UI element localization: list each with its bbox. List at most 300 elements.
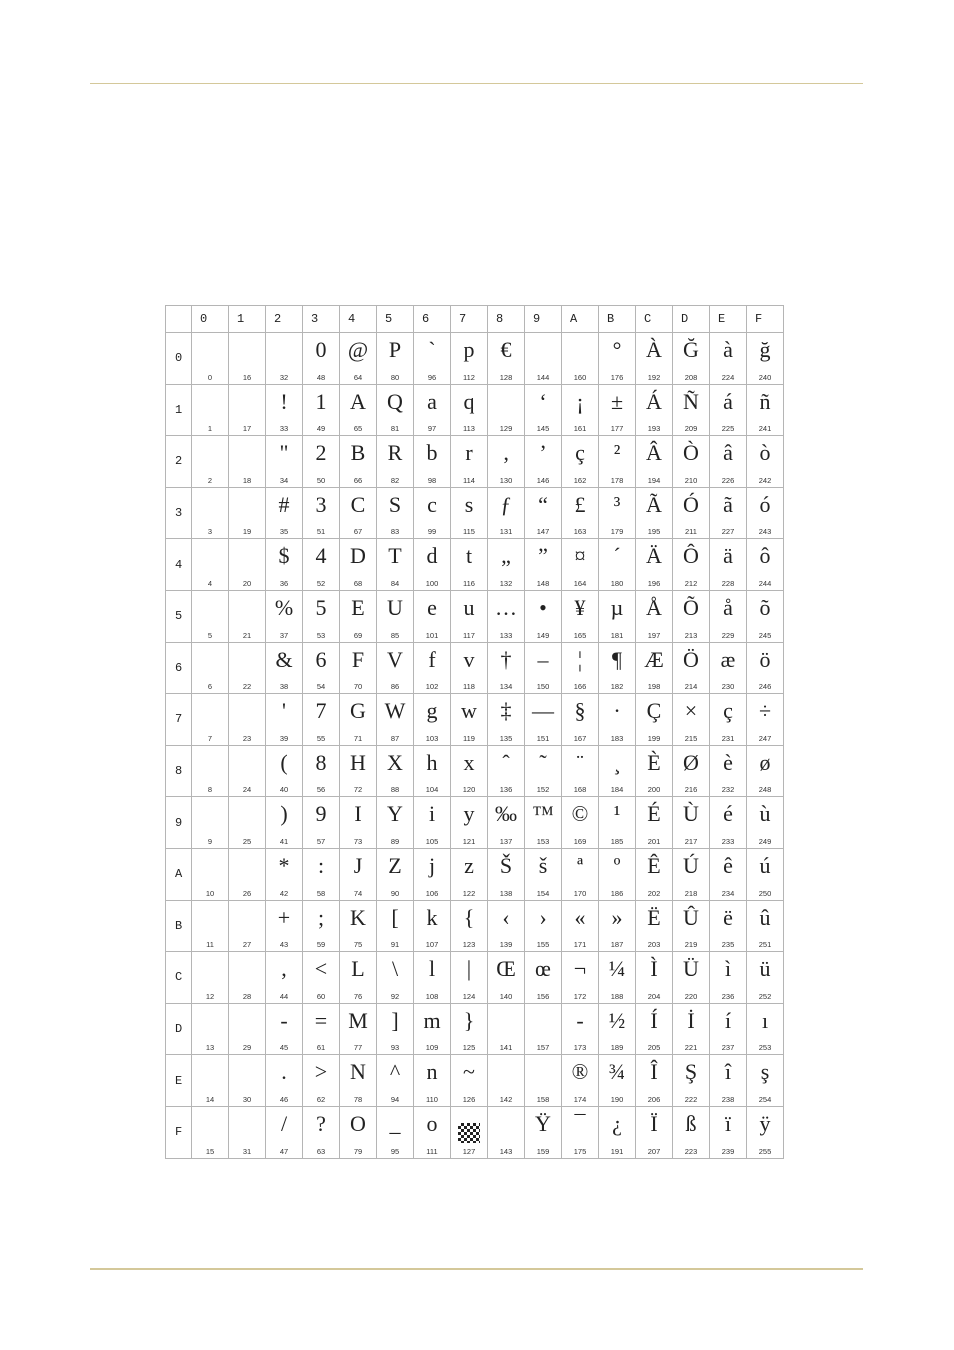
char-code: 120 bbox=[462, 785, 476, 795]
table-row bbox=[166, 952, 784, 1004]
char-code: 77 bbox=[353, 1043, 363, 1053]
char-cell bbox=[414, 1106, 451, 1158]
char-code: 167 bbox=[573, 733, 587, 743]
char-glyph: Y bbox=[387, 801, 403, 827]
char-glyph: ² bbox=[613, 440, 621, 466]
char-cell bbox=[747, 333, 784, 385]
char-code: 173 bbox=[573, 1043, 587, 1053]
char-code: 10 bbox=[205, 888, 215, 898]
char-code: 44 bbox=[279, 991, 289, 1001]
char-cell bbox=[710, 848, 747, 900]
char-cell bbox=[488, 384, 525, 436]
char-glyph: v bbox=[463, 646, 475, 672]
char-code: 196 bbox=[647, 578, 661, 588]
char-glyph: ™ bbox=[532, 801, 554, 827]
char-cell bbox=[710, 1106, 747, 1158]
char-glyph: Ü bbox=[683, 956, 699, 982]
char-glyph: £ bbox=[574, 491, 586, 517]
char-cell bbox=[451, 848, 488, 900]
column-header-row bbox=[166, 306, 784, 333]
char-glyph: õ bbox=[759, 594, 771, 620]
char-cell bbox=[266, 487, 303, 539]
table-row bbox=[166, 487, 784, 539]
char-cell bbox=[599, 539, 636, 591]
char-cell bbox=[488, 900, 525, 952]
char-cell bbox=[525, 590, 562, 642]
char-cell bbox=[747, 952, 784, 1004]
char-code: 184 bbox=[610, 785, 624, 795]
char-cell bbox=[636, 487, 673, 539]
char-cell bbox=[377, 694, 414, 746]
row-header: D bbox=[166, 1003, 192, 1055]
char-code: 137 bbox=[499, 836, 513, 846]
char-glyph: s bbox=[464, 491, 474, 517]
char-code: 249 bbox=[758, 836, 772, 846]
char-code: 99 bbox=[427, 527, 437, 537]
char-glyph: N bbox=[350, 1059, 366, 1085]
char-code: 51 bbox=[316, 527, 326, 537]
char-code: 198 bbox=[647, 682, 661, 692]
char-glyph: R bbox=[387, 440, 403, 466]
char-glyph: ‚ bbox=[502, 440, 510, 466]
char-code: 126 bbox=[462, 1094, 476, 1104]
char-code: 233 bbox=[721, 836, 735, 846]
char-cell bbox=[192, 539, 229, 591]
char-code: 206 bbox=[647, 1094, 661, 1104]
char-cell bbox=[525, 900, 562, 952]
char-cell bbox=[266, 797, 303, 849]
char-code: 150 bbox=[536, 682, 550, 692]
char-glyph: < bbox=[314, 956, 328, 982]
char-glyph: × bbox=[684, 698, 698, 724]
char-cell bbox=[303, 487, 340, 539]
column-header: 9 bbox=[525, 306, 562, 333]
char-code: 237 bbox=[721, 1043, 735, 1053]
row-header: 9 bbox=[166, 797, 192, 849]
char-cell bbox=[229, 539, 266, 591]
char-cell bbox=[673, 1003, 710, 1055]
char-glyph: r bbox=[465, 440, 473, 466]
char-glyph: ` bbox=[428, 337, 436, 362]
char-cell bbox=[710, 590, 747, 642]
char-code: 236 bbox=[721, 991, 735, 1001]
char-cell bbox=[414, 1003, 451, 1055]
table-row bbox=[166, 848, 784, 900]
char-glyph: š bbox=[538, 852, 548, 878]
char-glyph: > bbox=[314, 1059, 328, 1085]
char-glyph: ° bbox=[612, 337, 622, 362]
char-glyph: h bbox=[426, 749, 438, 775]
char-code: 169 bbox=[573, 836, 587, 846]
char-glyph: " bbox=[279, 440, 289, 466]
char-code: 101 bbox=[425, 630, 439, 640]
char-glyph: ? bbox=[316, 1110, 326, 1136]
char-cell bbox=[710, 333, 747, 385]
char-cell bbox=[192, 590, 229, 642]
char-cell bbox=[525, 745, 562, 797]
char-code: 3 bbox=[207, 527, 213, 537]
char-code: 106 bbox=[425, 888, 439, 898]
char-code: 185 bbox=[610, 836, 624, 846]
char-cell bbox=[340, 487, 377, 539]
char-glyph: 6 bbox=[315, 646, 327, 672]
char-code: 133 bbox=[499, 630, 513, 640]
char-cell bbox=[636, 1106, 673, 1158]
char-code: 202 bbox=[647, 888, 661, 898]
char-cell bbox=[451, 745, 488, 797]
char-glyph: $ bbox=[278, 543, 290, 569]
char-glyph: ¿ bbox=[612, 1110, 622, 1136]
char-code: 152 bbox=[536, 785, 550, 795]
char-cell bbox=[266, 590, 303, 642]
char-cell bbox=[710, 539, 747, 591]
char-glyph: ç bbox=[723, 698, 733, 724]
char-glyph: k bbox=[426, 904, 438, 930]
char-cell bbox=[229, 694, 266, 746]
char-glyph: é bbox=[723, 801, 733, 827]
char-cell bbox=[636, 1003, 673, 1055]
char-cell bbox=[673, 952, 710, 1004]
char-glyph: ¨ bbox=[576, 749, 584, 775]
char-code: 177 bbox=[610, 424, 624, 434]
char-cell bbox=[340, 384, 377, 436]
char-cell bbox=[266, 333, 303, 385]
char-glyph: º bbox=[613, 852, 621, 878]
char-cell bbox=[636, 642, 673, 694]
char-code: 197 bbox=[647, 630, 661, 640]
char-glyph: û bbox=[759, 904, 771, 930]
char-cell bbox=[451, 900, 488, 952]
char-cell bbox=[192, 745, 229, 797]
row-header: 0 bbox=[166, 333, 192, 385]
char-cell bbox=[710, 952, 747, 1004]
char-code: 239 bbox=[721, 1146, 735, 1156]
table-row bbox=[166, 539, 784, 591]
char-code: 191 bbox=[610, 1146, 624, 1156]
char-cell bbox=[562, 694, 599, 746]
char-glyph: F bbox=[351, 646, 365, 672]
char-cell bbox=[636, 539, 673, 591]
table-row bbox=[166, 694, 784, 746]
char-code: 36 bbox=[279, 578, 289, 588]
char-glyph: 2 bbox=[315, 440, 327, 466]
char-cell bbox=[451, 1106, 488, 1158]
char-code: 227 bbox=[721, 527, 735, 537]
char-code: 244 bbox=[758, 578, 772, 588]
char-glyph: † bbox=[500, 646, 512, 672]
char-code: 189 bbox=[610, 1043, 624, 1053]
char-code: 141 bbox=[499, 1043, 513, 1053]
char-code: 46 bbox=[279, 1094, 289, 1104]
char-cell bbox=[377, 1106, 414, 1158]
char-glyph: ó bbox=[759, 491, 771, 517]
char-cell bbox=[488, 487, 525, 539]
char-code: 75 bbox=[353, 940, 363, 950]
char-glyph: ¥ bbox=[574, 594, 586, 620]
char-cell bbox=[266, 745, 303, 797]
char-glyph: ‡ bbox=[500, 698, 512, 724]
column-header: 8 bbox=[488, 306, 525, 333]
char-code: 208 bbox=[684, 372, 698, 382]
char-cell bbox=[599, 642, 636, 694]
char-cell bbox=[562, 590, 599, 642]
char-glyph: ı bbox=[761, 1007, 769, 1033]
char-glyph: J bbox=[353, 852, 363, 878]
char-code: 93 bbox=[390, 1043, 400, 1053]
char-code: 142 bbox=[499, 1094, 513, 1104]
char-code: 182 bbox=[610, 682, 624, 692]
char-code: 225 bbox=[721, 424, 735, 434]
char-cell bbox=[636, 745, 673, 797]
char-glyph: x bbox=[463, 749, 475, 775]
char-code: 73 bbox=[353, 836, 363, 846]
row-header: 5 bbox=[166, 590, 192, 642]
char-cell bbox=[747, 384, 784, 436]
char-glyph: â bbox=[723, 440, 733, 466]
char-code: 127 bbox=[462, 1146, 476, 1156]
char-cell bbox=[377, 848, 414, 900]
char-cell bbox=[710, 436, 747, 488]
column-header: E bbox=[710, 306, 747, 333]
row-header: 4 bbox=[166, 539, 192, 591]
char-cell bbox=[303, 694, 340, 746]
char-code: 49 bbox=[316, 424, 326, 434]
char-code: 130 bbox=[499, 475, 513, 485]
char-glyph: ‘ bbox=[539, 388, 547, 414]
char-code: 129 bbox=[499, 424, 513, 434]
char-cell bbox=[192, 1055, 229, 1107]
char-glyph: Ë bbox=[647, 904, 661, 930]
char-cell bbox=[414, 539, 451, 591]
char-cell bbox=[451, 1003, 488, 1055]
char-code: 103 bbox=[425, 733, 439, 743]
char-cell bbox=[747, 539, 784, 591]
char-glyph: @ bbox=[347, 337, 369, 362]
char-cell bbox=[525, 436, 562, 488]
char-code: 179 bbox=[610, 527, 624, 537]
char-cell bbox=[340, 797, 377, 849]
char-cell bbox=[377, 333, 414, 385]
char-glyph: X bbox=[387, 749, 403, 775]
char-cell bbox=[525, 848, 562, 900]
char-cell bbox=[488, 1003, 525, 1055]
char-code: 12 bbox=[205, 991, 215, 1001]
char-cell bbox=[673, 590, 710, 642]
char-cell bbox=[414, 797, 451, 849]
char-glyph: M bbox=[348, 1007, 368, 1033]
char-code: 235 bbox=[721, 940, 735, 950]
char-glyph: · bbox=[613, 698, 621, 724]
char-glyph: Ş bbox=[684, 1059, 698, 1085]
char-glyph: • bbox=[539, 594, 547, 620]
char-cell bbox=[414, 590, 451, 642]
char-cell bbox=[229, 745, 266, 797]
column-header: C bbox=[636, 306, 673, 333]
char-code: 248 bbox=[758, 785, 772, 795]
char-cell bbox=[525, 487, 562, 539]
char-glyph: Ê bbox=[647, 852, 661, 878]
char-cell bbox=[451, 694, 488, 746]
char-cell bbox=[266, 694, 303, 746]
char-glyph: 7 bbox=[315, 698, 327, 724]
char-cell bbox=[192, 1106, 229, 1158]
char-code: 193 bbox=[647, 424, 661, 434]
char-code: 64 bbox=[353, 372, 363, 382]
char-code: 238 bbox=[721, 1094, 735, 1104]
char-glyph: æ bbox=[720, 646, 736, 672]
char-code: 94 bbox=[390, 1094, 400, 1104]
char-cell bbox=[266, 952, 303, 1004]
char-glyph: Ğ bbox=[683, 337, 699, 362]
char-glyph: Ã bbox=[646, 491, 662, 517]
char-glyph: * bbox=[278, 852, 290, 878]
char-cell bbox=[525, 1055, 562, 1107]
char-glyph: ´ bbox=[613, 543, 621, 569]
char-code: 50 bbox=[316, 475, 326, 485]
char-cell bbox=[673, 848, 710, 900]
char-glyph: – bbox=[537, 646, 549, 672]
char-cell bbox=[229, 590, 266, 642]
char-code: 200 bbox=[647, 785, 661, 795]
char-glyph: g bbox=[426, 698, 438, 724]
char-cell bbox=[562, 745, 599, 797]
char-glyph: œ bbox=[535, 956, 551, 982]
char-cell bbox=[488, 797, 525, 849]
char-code: 165 bbox=[573, 630, 587, 640]
char-glyph: = bbox=[314, 1007, 328, 1033]
char-code: 190 bbox=[610, 1094, 624, 1104]
row-header: A bbox=[166, 848, 192, 900]
char-code: 170 bbox=[573, 888, 587, 898]
char-code: 253 bbox=[758, 1043, 772, 1053]
column-header: 2 bbox=[266, 306, 303, 333]
char-glyph: b bbox=[426, 440, 438, 466]
char-cell bbox=[229, 384, 266, 436]
char-cell bbox=[377, 384, 414, 436]
char-code: 255 bbox=[758, 1146, 772, 1156]
char-glyph: ˆ bbox=[502, 749, 510, 775]
char-code: 85 bbox=[390, 630, 400, 640]
char-cell bbox=[562, 333, 599, 385]
char-code: 19 bbox=[242, 527, 252, 537]
char-cell bbox=[599, 1003, 636, 1055]
char-cell bbox=[562, 642, 599, 694]
char-glyph: ã bbox=[723, 491, 733, 517]
char-glyph: ÿ bbox=[759, 1110, 771, 1136]
char-cell bbox=[303, 745, 340, 797]
char-code: 240 bbox=[758, 372, 772, 382]
char-cell bbox=[488, 590, 525, 642]
char-cell bbox=[710, 900, 747, 952]
char-cell bbox=[377, 436, 414, 488]
char-code: 33 bbox=[279, 424, 289, 434]
char-cell bbox=[636, 797, 673, 849]
char-code: 29 bbox=[242, 1043, 252, 1053]
char-code: 91 bbox=[390, 940, 400, 950]
char-cell bbox=[229, 436, 266, 488]
char-code: 243 bbox=[758, 527, 772, 537]
char-cell bbox=[303, 1106, 340, 1158]
char-glyph: ) bbox=[280, 801, 288, 827]
char-glyph: f bbox=[428, 646, 436, 672]
char-cell bbox=[599, 900, 636, 952]
char-glyph: ( bbox=[280, 749, 288, 775]
char-glyph: „ bbox=[501, 543, 511, 569]
char-glyph: € bbox=[500, 337, 512, 362]
char-glyph: ê bbox=[723, 852, 733, 878]
char-glyph: ï bbox=[724, 1110, 732, 1136]
char-cell bbox=[747, 848, 784, 900]
char-glyph: Í bbox=[650, 1007, 658, 1033]
char-code: 201 bbox=[647, 836, 661, 846]
char-glyph: ì bbox=[724, 956, 732, 982]
char-cell bbox=[377, 590, 414, 642]
char-cell bbox=[710, 642, 747, 694]
char-code: 171 bbox=[573, 940, 587, 950]
char-glyph: T bbox=[388, 543, 402, 569]
char-cell bbox=[192, 694, 229, 746]
char-code: 72 bbox=[353, 785, 363, 795]
char-code: 251 bbox=[758, 940, 772, 950]
char-cell bbox=[525, 1106, 562, 1158]
char-code: 37 bbox=[279, 630, 289, 640]
char-cell bbox=[451, 1055, 488, 1107]
char-cell bbox=[414, 333, 451, 385]
char-code: 138 bbox=[499, 888, 513, 898]
char-code: 102 bbox=[425, 682, 439, 692]
char-code: 205 bbox=[647, 1043, 661, 1053]
char-cell bbox=[525, 694, 562, 746]
char-code: 175 bbox=[573, 1146, 587, 1156]
char-code: 98 bbox=[427, 475, 437, 485]
char-glyph: ò bbox=[759, 440, 771, 466]
char-code: 5 bbox=[207, 630, 213, 640]
row-header: 7 bbox=[166, 694, 192, 746]
char-code: 22 bbox=[242, 682, 252, 692]
char-cell bbox=[266, 539, 303, 591]
char-cell bbox=[340, 436, 377, 488]
char-glyph: K bbox=[350, 904, 366, 930]
char-code: 156 bbox=[536, 991, 550, 1001]
char-code: 8 bbox=[207, 785, 213, 795]
char-glyph: ‰ bbox=[495, 801, 517, 827]
char-code: 84 bbox=[390, 578, 400, 588]
char-glyph: Û bbox=[683, 904, 699, 930]
char-cell bbox=[340, 1106, 377, 1158]
char-code: 48 bbox=[316, 372, 326, 382]
char-code: 4 bbox=[207, 578, 213, 588]
char-glyph: Ú bbox=[683, 852, 699, 878]
table-row bbox=[166, 1003, 784, 1055]
char-glyph: ª bbox=[576, 852, 584, 878]
char-cell bbox=[636, 384, 673, 436]
char-code: 230 bbox=[721, 682, 735, 692]
char-glyph: ¸ bbox=[613, 749, 621, 775]
char-cell bbox=[488, 333, 525, 385]
char-code: 186 bbox=[610, 888, 624, 898]
char-code: 70 bbox=[353, 682, 363, 692]
char-cell bbox=[266, 1055, 303, 1107]
char-code: 180 bbox=[610, 578, 624, 588]
char-code: 139 bbox=[499, 940, 513, 950]
char-glyph: Ø bbox=[683, 749, 699, 775]
char-code: 1 bbox=[207, 424, 213, 434]
character-set-table bbox=[165, 305, 784, 1159]
column-header: B bbox=[599, 306, 636, 333]
char-cell bbox=[377, 487, 414, 539]
char-glyph: - bbox=[280, 1007, 288, 1033]
column-header: 6 bbox=[414, 306, 451, 333]
